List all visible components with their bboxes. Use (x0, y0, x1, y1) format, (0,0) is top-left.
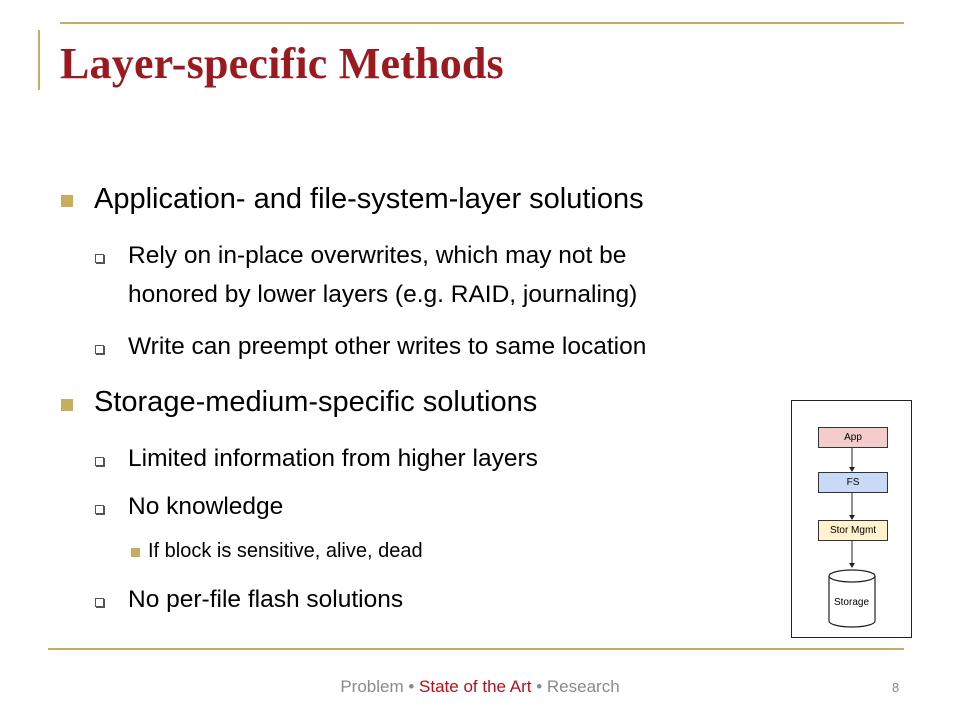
square-bullet-icon (61, 399, 73, 411)
bullet-no-per-file-flash: No per-file flash solutions (128, 586, 404, 613)
bullet-limited-information: Limited information from higher layers (128, 445, 538, 472)
bottom-rule (48, 648, 904, 650)
footer-research: Research (546, 677, 620, 696)
hollow-square-bullet-icon (95, 457, 104, 466)
bullet-app-fs-solutions: Application- and file-system-layer solutions (94, 183, 644, 215)
footer-problem: Problem (340, 677, 404, 696)
bullet-in-place-overwrites-line2: honored by lower layers (e.g. RAID, journaling) (128, 281, 638, 308)
hollow-square-bullet-icon (95, 505, 104, 514)
footer-nav (0, 677, 960, 697)
footer-separator: • (531, 677, 547, 696)
bullet-in-place-overwrites-line1: Rely on in-place overwrites, which may not be (128, 242, 627, 269)
footer-separator: • (403, 677, 420, 696)
storage-cylinder-label: Storage (833, 597, 870, 608)
bullet-storage-medium-solutions: Storage-medium-specific solutions (94, 386, 538, 418)
footer-state-of-the-art: State of the Art (419, 677, 532, 696)
app-layer-box: App (818, 427, 888, 448)
bullet-write-preempt: Write can preempt other writes to same location (128, 333, 647, 360)
bullet-no-knowledge: No knowledge (128, 493, 284, 520)
slide-title: Layer-specific Methods (60, 39, 504, 88)
square-bullet-icon (61, 195, 73, 207)
hollow-square-bullet-icon (95, 345, 104, 354)
hollow-square-bullet-icon (95, 254, 104, 263)
small-square-bullet-icon (131, 548, 140, 557)
bullet-block-sensitive: If block is sensitive, alive, dead (148, 540, 423, 562)
hollow-square-bullet-icon (95, 598, 104, 607)
storage-stack-diagram (791, 400, 912, 638)
page-number: 8 (892, 680, 900, 695)
fs-layer-box: FS (818, 472, 888, 493)
stor-mgmt-layer-box: Stor Mgmt (818, 520, 888, 541)
